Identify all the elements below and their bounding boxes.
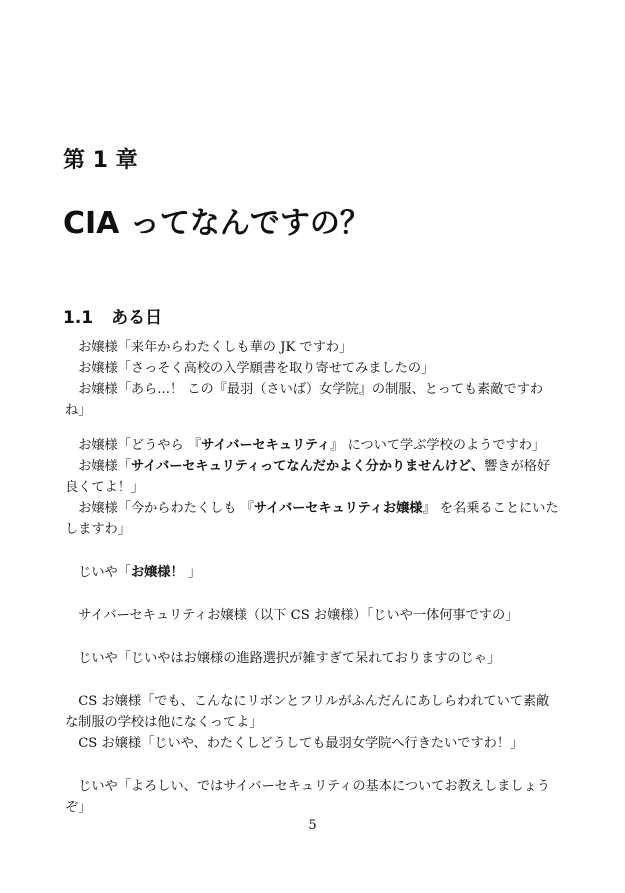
paragraph bbox=[65, 456, 559, 498]
paragraph bbox=[65, 379, 559, 421]
text-segment: 」 bbox=[183, 565, 202, 580]
bold-segment: サイバーセキュリティってなんだかよく分かりませんけど、 bbox=[130, 459, 485, 474]
paragraph bbox=[65, 733, 559, 754]
text-segment: お嬢様「どうやら 『 bbox=[78, 438, 202, 453]
text-segment: 』 を名乗ることにいたしますわ」 bbox=[65, 501, 559, 537]
paragraph bbox=[65, 776, 559, 818]
text-segment: じいや「よろしい、ではサイバーセキュリティの基本についてお教えしましょうぞ」 bbox=[65, 779, 550, 815]
paragraph bbox=[65, 562, 559, 583]
body-text bbox=[65, 337, 559, 818]
section-heading bbox=[63, 303, 162, 328]
paragraph bbox=[65, 358, 559, 379]
chapter-title: CIA ってなんですの？ bbox=[63, 206, 370, 241]
text-segment: じいや「 bbox=[78, 565, 131, 580]
text-segment: お嬢様「来年からわたくしも華の JK ですわ」 bbox=[78, 340, 353, 355]
text-segment: CS お嬢様「でも、こんなにリボンとフリルがふんだんにあしらわれていて素敵な制服の学校は他になくってよ」 bbox=[65, 694, 550, 730]
paragraph bbox=[65, 691, 559, 733]
bold-segment: サイバーセキュリティ bbox=[201, 438, 331, 453]
bold-segment: お嬢様！ bbox=[130, 565, 184, 580]
paragraph bbox=[65, 435, 559, 456]
bold-segment: サイバーセキュリティお嬢様 bbox=[253, 501, 423, 516]
paragraph bbox=[65, 648, 559, 669]
text-segment: サイバーセキュリティお嬢様（以下 CS お嬢様）「じいや一体何事ですの」 bbox=[78, 608, 519, 623]
text-segment: じいや「じいやはお嬢様の進路選択が雑すぎて呆れておりますのじゃ」 bbox=[78, 651, 501, 666]
section-number: 1.1 bbox=[63, 308, 94, 328]
text-segment: CS お嬢様「じいや、わたくしどうしても最羽女学院へ行きたいですわ！」 bbox=[78, 736, 524, 751]
page-number: 5 bbox=[308, 818, 317, 833]
text-segment: 』 について学ぶ学校のようですわ」 bbox=[330, 438, 546, 453]
paragraph bbox=[65, 605, 559, 626]
chapter-label: 第 1 章 bbox=[63, 148, 138, 173]
text-segment: お嬢様「 bbox=[78, 459, 131, 474]
section-title: ある日 bbox=[111, 308, 163, 328]
text-segment: お嬢様「あら...！ この『最羽（さいば）女学院』の制服、とっても素敵ですわね」 bbox=[65, 382, 544, 418]
paragraph bbox=[65, 498, 559, 540]
paragraph bbox=[65, 337, 559, 358]
text-segment: 響きが格好良くてよ！」 bbox=[65, 459, 551, 495]
text-segment: お嬢様「今からわたくしも 『 bbox=[78, 501, 254, 516]
text-segment: お嬢様「さっそく高校の入学願書を取り寄せてみましたの」 bbox=[78, 361, 435, 376]
